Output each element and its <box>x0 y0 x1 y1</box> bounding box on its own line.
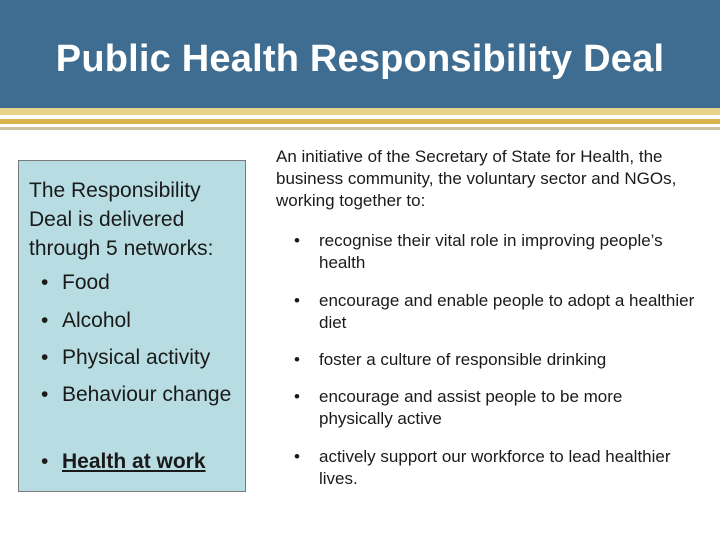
initiative-item-text: encourage and enable people to adopt a healthier diet <box>319 291 695 332</box>
bullet-icon: • <box>294 291 300 310</box>
initiative-item-text: encourage and assist people to be more physically active <box>319 387 623 428</box>
bullet-icon: • <box>294 447 300 466</box>
bullet-icon: • <box>294 387 300 406</box>
title-divider-stripe <box>0 108 720 115</box>
title-divider-stripe <box>0 127 720 130</box>
bullet-icon: • <box>41 309 49 332</box>
bullet-icon: • <box>294 231 300 250</box>
network-label: Physical activity <box>62 346 211 369</box>
networks-intro: The Responsibility Deal is delivered through 5 networks: <box>29 179 214 260</box>
bullet-icon: • <box>41 383 49 406</box>
network-label: Alcohol <box>62 309 131 332</box>
initiative-intro: An initiative of the Secretary of State for Health, the business community, the voluntary sector and NGOs, working together to: <box>276 147 677 210</box>
slide-title: Public Health Responsibility Deal <box>55 38 665 80</box>
network-label: Behaviour change <box>62 383 232 406</box>
initiative-item-text: recognise their vital role in improving people’s health <box>319 231 663 272</box>
bullet-icon: • <box>41 271 49 294</box>
initiative-item-text: actively support our workforce to lead healthier lives. <box>319 447 671 488</box>
initiative-item-text: foster a culture of responsible drinking <box>319 350 607 369</box>
bullet-icon: • <box>41 450 49 473</box>
bullet-icon: • <box>41 346 49 369</box>
bullet-icon: • <box>294 350 300 369</box>
network-label: Health at work <box>62 450 206 473</box>
networks-box <box>18 160 246 492</box>
network-label: Food <box>62 271 110 294</box>
